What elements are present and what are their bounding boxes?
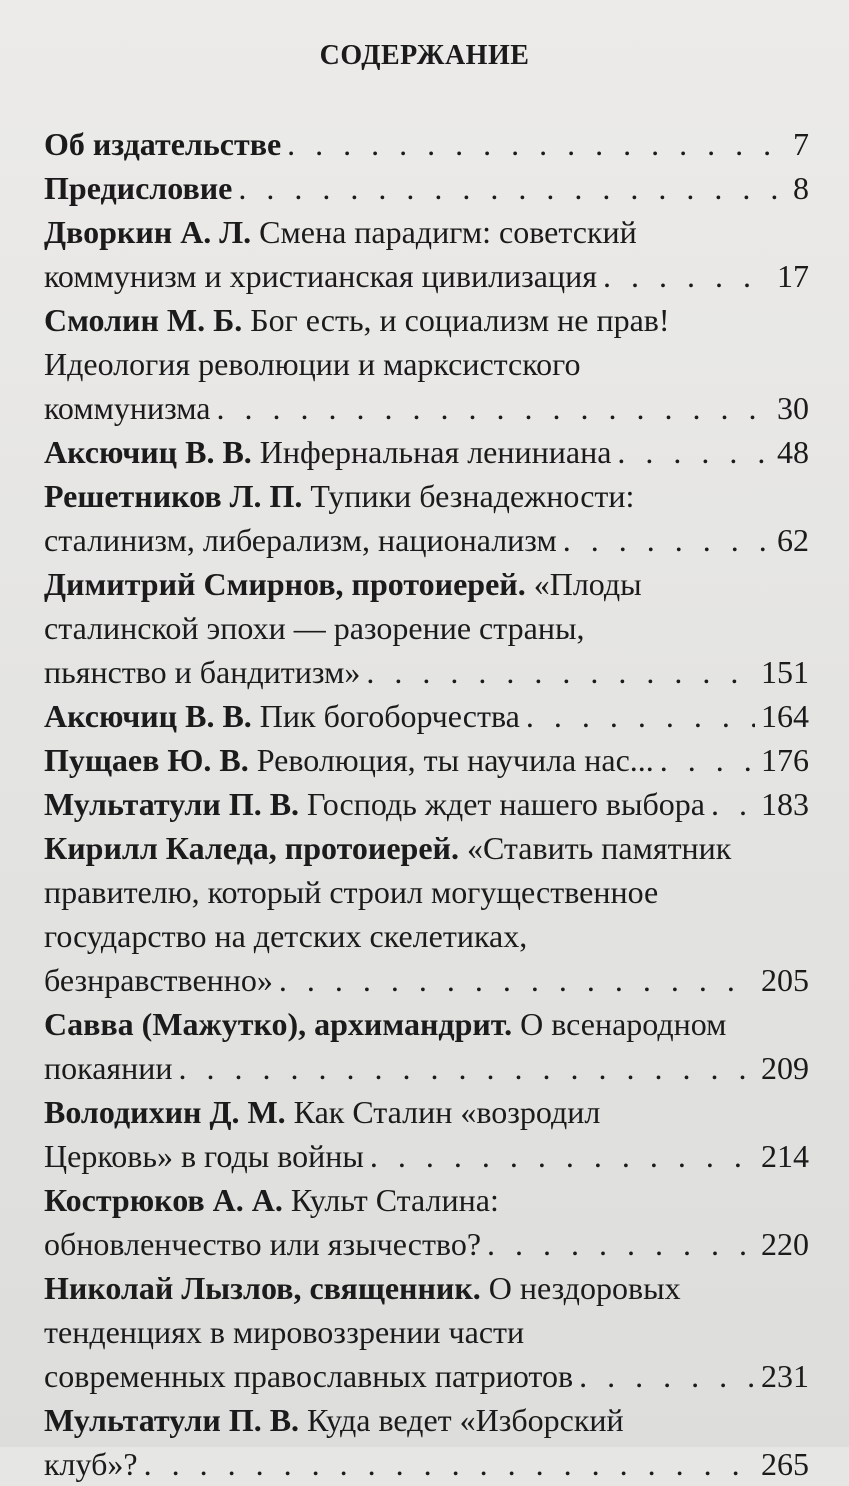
toc-entry-text (44, 562, 642, 606)
toc-entry-author: Аксючиц В. В. (44, 434, 252, 470)
toc-page-number: 17 (777, 258, 809, 294)
toc-entry-text (44, 430, 611, 474)
toc-entry-title: пьянство и бандитизм» (44, 654, 361, 690)
toc-leader-dots (178, 1046, 755, 1090)
toc-entry-line (44, 298, 809, 342)
toc-entry-line (44, 210, 809, 254)
toc-entry-text (44, 870, 658, 914)
toc-leader-dots (711, 782, 755, 826)
toc-entry-text (44, 1354, 573, 1398)
toc-page-number: 220 (761, 1226, 809, 1262)
toc-entry-text (44, 782, 705, 826)
toc-page-number: 183 (761, 786, 809, 822)
toc-entry (44, 694, 809, 738)
toc-entry-title: коммунизм и христианская цивилизация (44, 258, 597, 294)
toc-entry-title: Инфернальная лениниана (251, 434, 612, 470)
toc-entry-line (44, 254, 809, 298)
toc-entry-title: О всенародном (512, 1006, 727, 1042)
toc-page-number: 176 (761, 742, 809, 778)
toc-entry-text (44, 1442, 138, 1486)
toc-entry-text (44, 1222, 481, 1266)
toc-entry (44, 782, 809, 826)
toc-page-number: 164 (761, 698, 809, 734)
toc-entry-title: Тупики безнадежности: (302, 478, 635, 514)
toc-entry-text (44, 166, 232, 210)
toc-entry (44, 166, 809, 210)
toc-page-number: 8 (793, 170, 809, 206)
toc-entry (44, 562, 809, 694)
toc-entry-author: Кирилл Каледа, протоиерей. (44, 830, 459, 866)
toc-entry-line (44, 738, 809, 782)
toc-entry-title: О нездоровых (480, 1270, 681, 1306)
toc-leader-dots (216, 386, 771, 430)
toc-entry-text (44, 1398, 624, 1442)
toc-entry-title: Бог есть, и социализм не прав! (242, 302, 670, 338)
toc-entry-title: Церковь» в годы войны (44, 1138, 364, 1174)
toc-entry-title: сталинской эпохи — разорение страны, (44, 610, 585, 646)
toc-entry-text (44, 650, 360, 694)
toc-entry-title: Пик богоборчества (251, 698, 520, 734)
toc-entry-line (44, 1046, 809, 1090)
toc-entry-line (44, 1310, 809, 1354)
toc-leader-dots (487, 1222, 755, 1266)
toc-leader-dots (660, 738, 755, 782)
toc-page-number: 30 (777, 390, 809, 426)
toc-page-number: 231 (761, 1358, 809, 1394)
toc-entry-title: «Плоды (525, 566, 642, 602)
toc-entry-line (44, 1134, 809, 1178)
toc-entry (44, 210, 809, 298)
toc-entry (44, 738, 809, 782)
toc-entry-text (44, 210, 637, 254)
toc-entry (44, 1090, 809, 1178)
toc-entry-title: «Ставить памятник (458, 830, 732, 866)
toc-entry-text (44, 342, 581, 386)
toc-entry-line (44, 1178, 809, 1222)
toc-page-number: 214 (761, 1138, 809, 1174)
toc-entry-title: обновленчество или язычество? (44, 1226, 482, 1262)
toc-leader-dots (238, 166, 787, 210)
toc-entry (44, 122, 809, 166)
toc-entry-line (44, 122, 809, 166)
toc-entry-title: безнравственно» (44, 962, 273, 998)
toc-entry-author: Дворкин А. Л. (44, 214, 252, 250)
toc-entry-line (44, 474, 809, 518)
toc-entry-title: Господь ждет нашего выбора (299, 786, 705, 822)
toc-entry-text (44, 518, 557, 562)
table-of-contents (44, 122, 809, 1486)
toc-page-number: 62 (777, 522, 809, 558)
toc-entry-line (44, 694, 809, 738)
toc-entry-line (44, 650, 809, 694)
toc-entry-author: Кострюков А. А. (44, 1182, 283, 1218)
toc-entry-line (44, 430, 809, 474)
toc-page-number: 205 (761, 962, 809, 998)
toc-entry-line (44, 342, 809, 386)
toc-entry-line (44, 562, 809, 606)
toc-page-number: 7 (793, 126, 809, 162)
toc-entry-text (44, 958, 273, 1002)
toc-entry-title: Смена парадигм: советский (251, 214, 637, 250)
toc-entry (44, 826, 809, 1002)
toc-entry-author: Решетников Л. П. (44, 478, 303, 514)
toc-entry (44, 1398, 809, 1486)
toc-entry-author: Смолин М. Б. (44, 302, 243, 338)
toc-entry-text (44, 1310, 524, 1354)
toc-entry-title: Куда ведет «Изборский (299, 1402, 624, 1438)
toc-entry-line (44, 914, 809, 958)
toc-entry-title: государство на детских скелетиках, (44, 918, 528, 954)
toc-entry-title: Революция, ты научила нас... (248, 742, 654, 778)
toc-leader-dots (603, 254, 771, 298)
toc-entry-title: сталинизм, либерализм, национализм (44, 522, 557, 558)
toc-entry (44, 1266, 809, 1398)
toc-page-number: 48 (777, 434, 809, 470)
page-title: СОДЕРЖАНИЕ (319, 40, 530, 71)
toc-entry-text (44, 386, 210, 430)
toc-leader-dots (279, 958, 755, 1002)
toc-leader-dots (287, 122, 787, 166)
toc-entry-author: Пущаев Ю. В. (44, 742, 249, 778)
toc-entry-text (44, 738, 654, 782)
toc-leader-dots (144, 1442, 755, 1486)
toc-leader-dots (579, 1354, 755, 1398)
toc-leader-dots (370, 1134, 755, 1178)
toc-entry-line (44, 1090, 809, 1134)
toc-entry-title: правителю, который строил могущественное (44, 874, 659, 910)
toc-entry-line (44, 1222, 809, 1266)
toc-entry-author: Аксючиц В. В. (44, 698, 252, 734)
toc-entry-text (44, 1266, 681, 1310)
toc-entry-title: коммунизма (44, 390, 211, 426)
toc-entry-line (44, 958, 809, 1002)
toc-leader-dots (617, 430, 771, 474)
toc-page-number: 209 (761, 1050, 809, 1086)
toc-entry-title: Как Сталин «возродил (285, 1094, 601, 1130)
toc-entry-title: современных православных патриотов (44, 1358, 574, 1394)
toc-entry-line (44, 1266, 809, 1310)
toc-entry-author: Димитрий Смирнов, протоиерей. (44, 566, 526, 602)
toc-entry-title: клуб»? (44, 1446, 138, 1482)
toc-entry-line (44, 826, 809, 870)
toc-entry-text (44, 1046, 172, 1090)
toc-entry-author: Мультатули П. В. (44, 1402, 300, 1438)
toc-entry-text (44, 826, 731, 870)
toc-entry-text (44, 1178, 499, 1222)
toc-entry-title: Культ Сталина: (282, 1182, 499, 1218)
toc-entry-text (44, 694, 520, 738)
toc-entry-author: Мультатули П. В. (44, 786, 300, 822)
toc-entry-line (44, 518, 809, 562)
toc-entry-line (44, 386, 809, 430)
toc-entry (44, 298, 809, 430)
toc-entry-title: покаянии (44, 1050, 173, 1086)
toc-page-number: 151 (761, 654, 809, 690)
toc-entry-text (44, 1002, 726, 1046)
toc-entry-author: Николай Лызлов, священник. (44, 1270, 481, 1306)
toc-entry-text (44, 122, 281, 166)
toc-entry-title: тенденциях в мировоззрении части (44, 1314, 525, 1350)
toc-entry-line (44, 870, 809, 914)
toc-entry (44, 474, 809, 562)
toc-entry-author: Володихин Д. М. (44, 1094, 286, 1130)
toc-entry-line (44, 166, 809, 210)
toc-entry-line (44, 1354, 809, 1398)
toc-entry-text (44, 254, 597, 298)
toc-entry-line (44, 1398, 809, 1442)
toc-page-number: 265 (761, 1446, 809, 1482)
toc-leader-dots (526, 694, 755, 738)
toc-entry (44, 430, 809, 474)
toc-leader-dots (563, 518, 771, 562)
toc-entry-line (44, 1442, 809, 1486)
toc-entry (44, 1178, 809, 1266)
toc-entry-author: Об издательстве (44, 126, 282, 162)
toc-entry-title: Идеология революции и марксистского (44, 346, 581, 382)
toc-entry-line (44, 1002, 809, 1046)
toc-entry-text (44, 914, 527, 958)
toc-entry-text (44, 1134, 364, 1178)
toc-entry-text (44, 474, 634, 518)
toc-entry (44, 1002, 809, 1090)
toc-entry-author: Предисловие (44, 170, 233, 206)
toc-leader-dots (366, 650, 755, 694)
toc-entry-text (44, 298, 670, 342)
toc-entry-text (44, 1090, 600, 1134)
toc-entry-line (44, 606, 809, 650)
toc-entry-line (44, 782, 809, 826)
toc-entry-text (44, 606, 584, 650)
toc-entry-author: Савва (Мажутко), архимандрит. (44, 1006, 513, 1042)
